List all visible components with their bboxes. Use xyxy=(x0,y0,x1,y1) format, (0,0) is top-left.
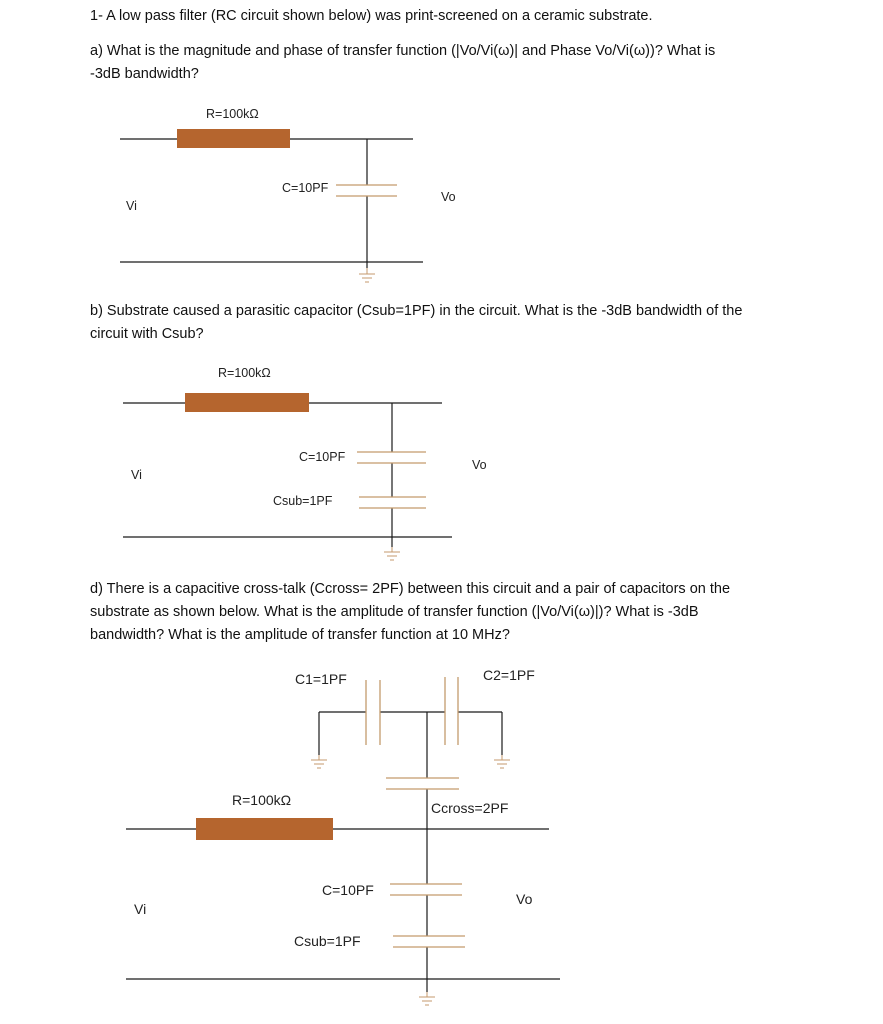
circuit-b-csub-label: Csub=1PF xyxy=(273,494,333,508)
circuit-d-capacitor xyxy=(390,884,462,895)
circuit-b-csub-capacitor xyxy=(359,497,426,508)
ground-icon xyxy=(359,268,375,282)
part-a-line-2: -3dB bandwidth? xyxy=(90,66,199,82)
circuit-d-output-label: Vo xyxy=(516,891,533,907)
ground-icon xyxy=(384,547,400,560)
circuit-d-resistor xyxy=(196,818,333,840)
circuit-d-ccross-capacitor xyxy=(386,778,459,789)
circuit-a-resistor xyxy=(177,129,290,148)
circuit-b-input-label: Vi xyxy=(131,468,142,482)
ground-icon xyxy=(494,755,510,768)
circuit-d xyxy=(126,677,560,1005)
circuit-a-capacitor-label: C=10PF xyxy=(282,181,329,195)
circuit-b-resistor xyxy=(185,393,309,412)
part-b-line-1: b) Substrate caused a parasitic capacitor (Csub=1PF) in the circuit. What is the -3dB bandwidth of the xyxy=(90,303,743,319)
ground-icon xyxy=(419,992,435,1005)
circuit-a-capacitor xyxy=(336,185,397,196)
part-d-line-3: bandwidth? What is the amplitude of transfer function at 10 MHz? xyxy=(90,627,510,643)
circuit-d-c2-capacitor xyxy=(445,677,458,745)
part-d-line-1: d) There is a capacitive cross-talk (Ccross= 2PF) between this circuit and a pair of capacitors on the xyxy=(90,581,731,597)
problem-title: 1- A low pass filter (RC circuit shown below) was print-screened on a ceramic substrate. xyxy=(90,8,653,24)
circuit-d-csub-capacitor xyxy=(393,936,465,947)
circuit-d-c2-label: C2=1PF xyxy=(483,667,535,683)
circuit-b-capacitor-label: C=10PF xyxy=(299,450,346,464)
circuit-d-input-label: Vi xyxy=(134,901,147,917)
part-b-line-2: circuit with Csub? xyxy=(90,326,204,342)
part-a-line-1: a) What is the magnitude and phase of transfer function (|Vo/Vi(ω)| and Phase Vo/Vi(ω))? What is xyxy=(90,43,716,59)
circuit-d-c1-capacitor xyxy=(366,680,380,745)
ground-icon xyxy=(311,755,327,768)
circuit-d-c1-label: C1=1PF xyxy=(295,671,347,687)
circuit-d-ccross-label: Ccross=2PF xyxy=(431,800,509,816)
circuit-d-capacitor-label: C=10PF xyxy=(322,882,374,898)
part-d-line-2: substrate as shown below. What is the amplitude of transfer function (|Vo/Vi(ω)|)? What is -3dB xyxy=(90,604,699,620)
circuit-d-csub-label: Csub=1PF xyxy=(294,933,361,949)
circuit-b-capacitor xyxy=(357,452,426,463)
circuit-a-resistor-label: R=100kΩ xyxy=(206,107,259,121)
circuit-a-input-label: Vi xyxy=(126,199,137,213)
circuit-a-output-label: Vo xyxy=(441,190,456,204)
circuit-b-output-label: Vo xyxy=(472,458,487,472)
circuit-b xyxy=(123,403,452,560)
circuit-b-resistor-label: R=100kΩ xyxy=(218,366,271,380)
circuit-a xyxy=(120,139,423,282)
circuit-d-resistor-label: R=100kΩ xyxy=(232,792,292,808)
